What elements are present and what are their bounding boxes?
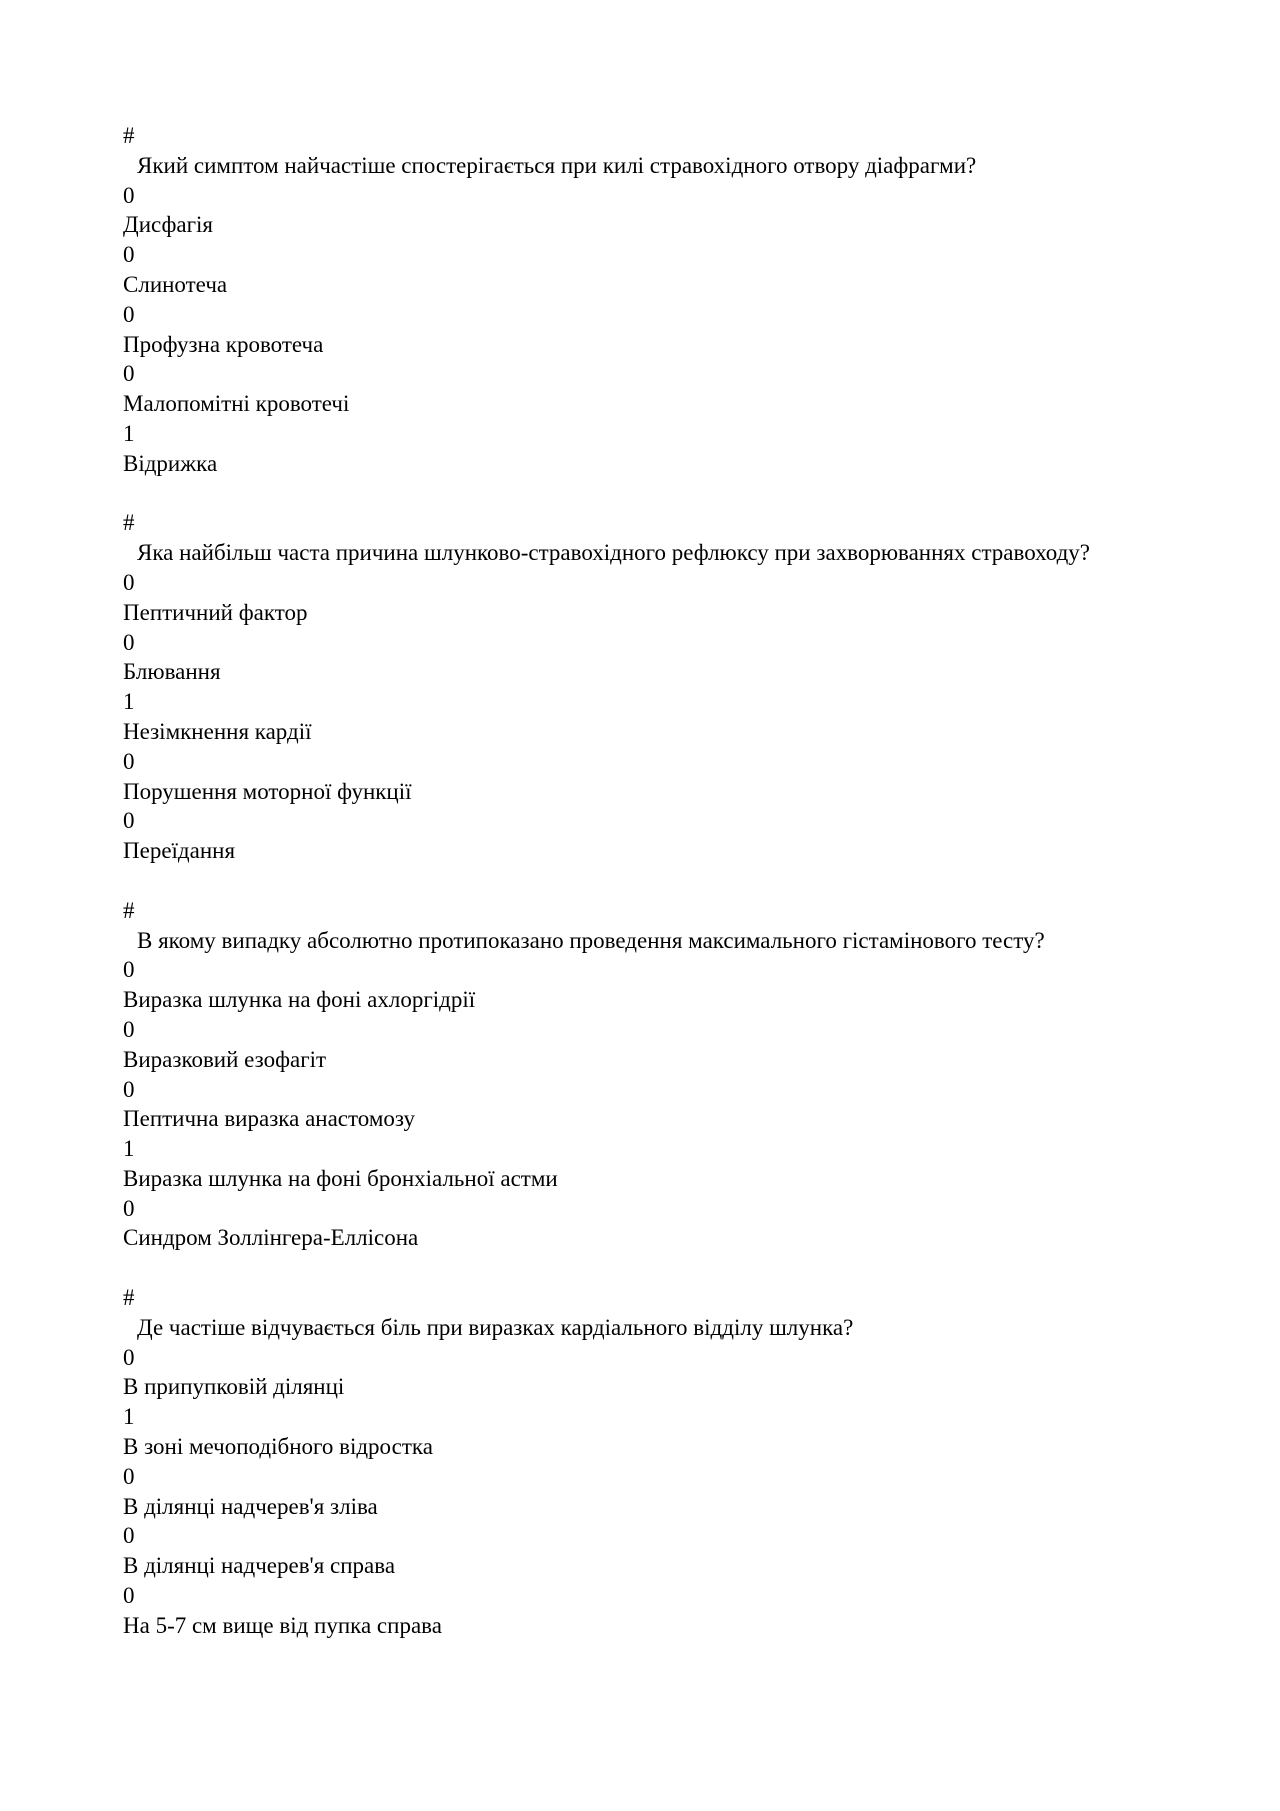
answer-score: 0 — [123, 1344, 135, 1370]
answer-text: Виразковий езофагіт — [123, 1046, 327, 1072]
answer-score: 0 — [123, 629, 135, 655]
question-text: Яка найбільш часта причина шлунково-стравохідного рефлюксу при захворюваннях стравоходу? — [137, 540, 1091, 566]
answer-text: В зоні мечоподібного відростка — [123, 1434, 433, 1460]
answer-score: 1 — [123, 1136, 135, 1162]
answer-text: Слинотеча — [123, 271, 228, 297]
answer-score: 0 — [123, 301, 135, 327]
question-block — [123, 508, 1183, 866]
answer-text: Порушення моторної функції — [123, 778, 412, 804]
question-block — [123, 1283, 1183, 1641]
answer-text: Пептична виразка анастомозу — [123, 1106, 415, 1132]
answer-score: 0 — [123, 242, 135, 268]
question-text: Який симптом найчастіше спостерігається при килі стравохідного отвору діафрагми? — [137, 152, 977, 178]
question-marker: # — [123, 510, 135, 536]
answer-text: Синдром Золлінгера-Еллісона — [123, 1225, 419, 1251]
answer-text: В ділянці надчерев'я справа — [123, 1553, 396, 1579]
answer-text: Виразка шлунка на фоні бронхіальної астми — [123, 1165, 558, 1191]
answer-text: Профузна кровотеча — [123, 331, 324, 357]
answer-score: 0 — [123, 361, 135, 387]
question-block — [123, 121, 1183, 479]
answer-score: 0 — [123, 957, 135, 983]
answer-score: 0 — [123, 1463, 135, 1489]
answer-score: 0 — [123, 808, 135, 834]
answer-text: Переїдання — [123, 838, 236, 864]
answer-text: Незімкнення кардії — [123, 718, 312, 744]
question-text: Де частіше відчувається біль при виразках кардіального відділу шлунка? — [137, 1314, 854, 1340]
answer-text: На 5-7 см вище від пупка справа — [123, 1612, 442, 1638]
question-marker: # — [123, 123, 135, 148]
question-text: В якому випадку абсолютно протипоказано проведення максимального гістамінового тесту? — [137, 927, 1045, 953]
answer-score: 1 — [123, 689, 135, 715]
answer-score: 0 — [123, 182, 135, 208]
answer-score: 0 — [123, 569, 135, 595]
answer-text: Дисфагія — [123, 212, 214, 238]
answer-score: 0 — [123, 1583, 135, 1609]
answer-score: 0 — [123, 1195, 135, 1221]
answer-text: Блювання — [123, 659, 221, 685]
answer-score: 0 — [123, 748, 135, 774]
answer-text: Відрижка — [123, 450, 218, 476]
answer-score: 0 — [123, 1076, 135, 1102]
answer-score: 1 — [123, 1404, 135, 1430]
document-page — [123, 121, 1183, 1641]
answer-score: 1 — [123, 420, 135, 446]
answer-score: 0 — [123, 1016, 135, 1042]
answer-text: Пептичний фактор — [123, 599, 308, 625]
answer-text: Виразка шлунка на фоні ахлоргідрії — [123, 987, 476, 1013]
question-marker: # — [123, 897, 135, 923]
answer-text: В ділянці надчерев'я зліва — [123, 1493, 378, 1519]
question-marker: # — [123, 1285, 135, 1311]
answer-score: 0 — [123, 1523, 135, 1549]
question-block — [123, 896, 1183, 1254]
answer-text: Малопомітні кровотечі — [123, 391, 350, 417]
answer-text: В припупковій ділянці — [123, 1374, 345, 1400]
